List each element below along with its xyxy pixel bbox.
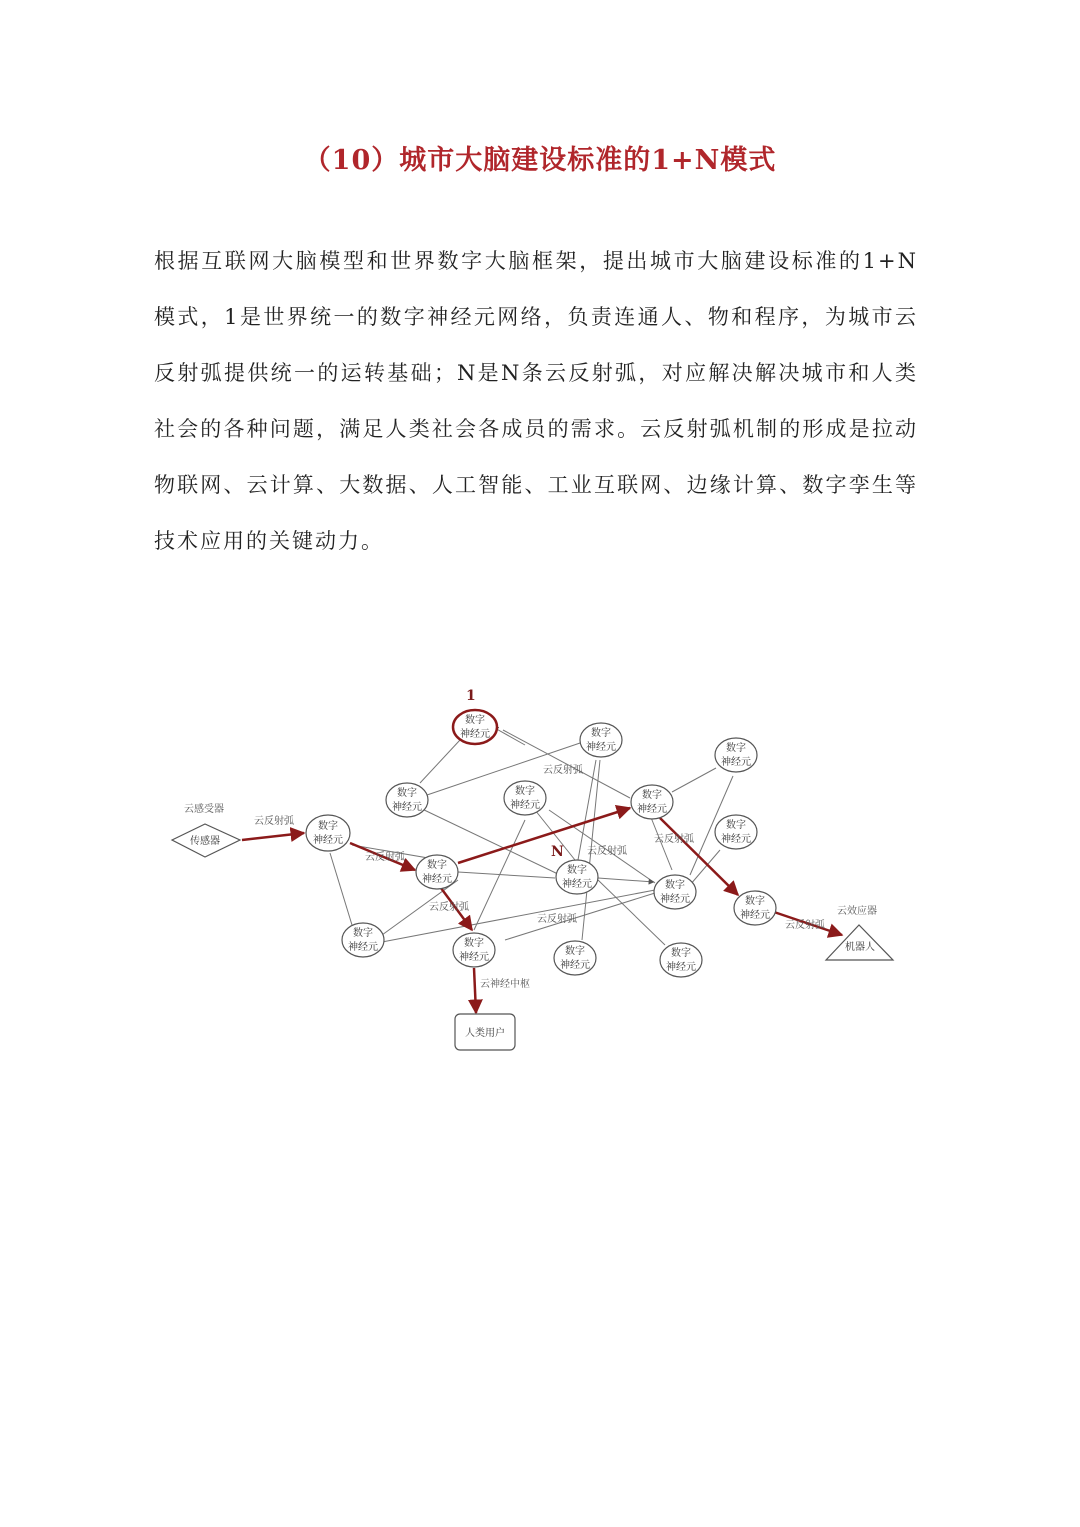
- svg-text:数字: 数字: [726, 820, 746, 831]
- svg-text:数字: 数字: [427, 860, 447, 871]
- mark-one: 1: [466, 688, 476, 704]
- svg-text:数字: 数字: [671, 948, 691, 959]
- svg-text:神经元: 神经元: [721, 757, 751, 768]
- svg-text:数字: 数字: [745, 896, 765, 907]
- robot-node: [826, 925, 893, 960]
- svg-text:神经元: 神经元: [740, 910, 770, 921]
- neuron-node: [734, 891, 776, 925]
- svg-text:数字: 数字: [726, 743, 746, 754]
- svg-text:神经元: 神经元: [660, 894, 690, 905]
- svg-text:神经元: 神经元: [460, 729, 490, 740]
- svg-text:数字: 数字: [515, 786, 535, 797]
- mark-n: N: [551, 844, 564, 860]
- svg-text:神经元: 神经元: [666, 962, 696, 973]
- arc-label: 云反射弧: [365, 852, 405, 863]
- page-title: （10）城市大脑建设标准的1+N模式: [303, 145, 777, 176]
- svg-text:数字: 数字: [591, 728, 611, 739]
- svg-text:神经元: 神经元: [313, 835, 343, 846]
- svg-text:神经元: 神经元: [562, 879, 592, 890]
- neuron-node: [580, 723, 622, 757]
- svg-text:数字: 数字: [565, 946, 585, 957]
- svg-text:神经元: 神经元: [422, 874, 452, 885]
- arc-label: 云反射弧: [429, 902, 469, 913]
- svg-text:神经元: 神经元: [392, 802, 422, 813]
- hub-caption: 云神经中枢: [480, 979, 530, 990]
- arc-label: 云反射弧: [537, 914, 577, 925]
- human-user-node: [455, 1014, 515, 1050]
- svg-text:神经元: 神经元: [586, 742, 616, 753]
- neuron-node: [306, 815, 350, 851]
- neuron-node: [554, 941, 596, 975]
- svg-text:神经元: 神经元: [348, 942, 378, 953]
- neuron-node: [556, 860, 598, 894]
- neuron-node: [631, 785, 673, 819]
- neuron-node: [660, 943, 702, 977]
- svg-text:神经元: 神经元: [637, 804, 667, 815]
- neuron-node: [416, 855, 458, 889]
- svg-text:机器人: 机器人: [845, 942, 875, 953]
- svg-text:数字: 数字: [353, 928, 373, 939]
- arc-label: 云反射弧: [254, 816, 294, 827]
- arc-label: 云反射弧: [587, 846, 627, 857]
- arc-label: 云反射弧: [785, 920, 825, 931]
- svg-text:人类用户: 人类用户: [465, 1028, 505, 1039]
- arc-label: 云反射弧: [654, 834, 694, 845]
- neuron-node: [453, 933, 495, 967]
- arc-label: 云反射弧: [543, 765, 583, 776]
- neuron-node: [504, 781, 546, 815]
- svg-text:神经元: 神经元: [510, 800, 540, 811]
- sensor-caption: 云感受器: [184, 804, 224, 815]
- svg-text:神经元: 神经元: [560, 960, 590, 971]
- svg-text:数字: 数字: [642, 790, 662, 801]
- svg-text:数字: 数字: [567, 865, 587, 876]
- sensor-node: [172, 824, 240, 857]
- svg-text:数字: 数字: [318, 821, 338, 832]
- svg-text:传感器: 传感器: [190, 836, 220, 847]
- effector-caption: 云效应器: [837, 906, 877, 917]
- svg-text:数字: 数字: [665, 880, 685, 891]
- svg-text:数字: 数字: [464, 938, 484, 949]
- svg-text:神经元: 神经元: [459, 952, 489, 963]
- neuron-node-top: [453, 710, 497, 744]
- neuron-node: [342, 923, 384, 957]
- neuron-node: [654, 875, 696, 909]
- svg-text:数字: 数字: [465, 715, 485, 726]
- body-paragraph: 根据互联网大脑模型和世界数字大脑框架，提出城市大脑建设标准的1+N模式，1是世界统一的数字神经元网络，负责连通人、物和程序，为城市云反射弧提供统一的运转基础；N是N条云反射弧，对应解决解决城市和人类社会的各种问题，满足人类社会各成员的需求。云反射弧机制的形成是拉动物联网、云计算、大数据、人工智能、工业互联网、边缘计算、数字孪生等技术应用的关键动力。: [154, 249, 918, 553]
- neuron-node: [715, 815, 757, 849]
- svg-text:神经元: 神经元: [721, 834, 751, 845]
- neuron-node: [386, 783, 428, 817]
- neuron-network-diagram: [165, 680, 905, 1070]
- svg-text:数字: 数字: [397, 788, 417, 799]
- neuron-node: [715, 738, 757, 772]
